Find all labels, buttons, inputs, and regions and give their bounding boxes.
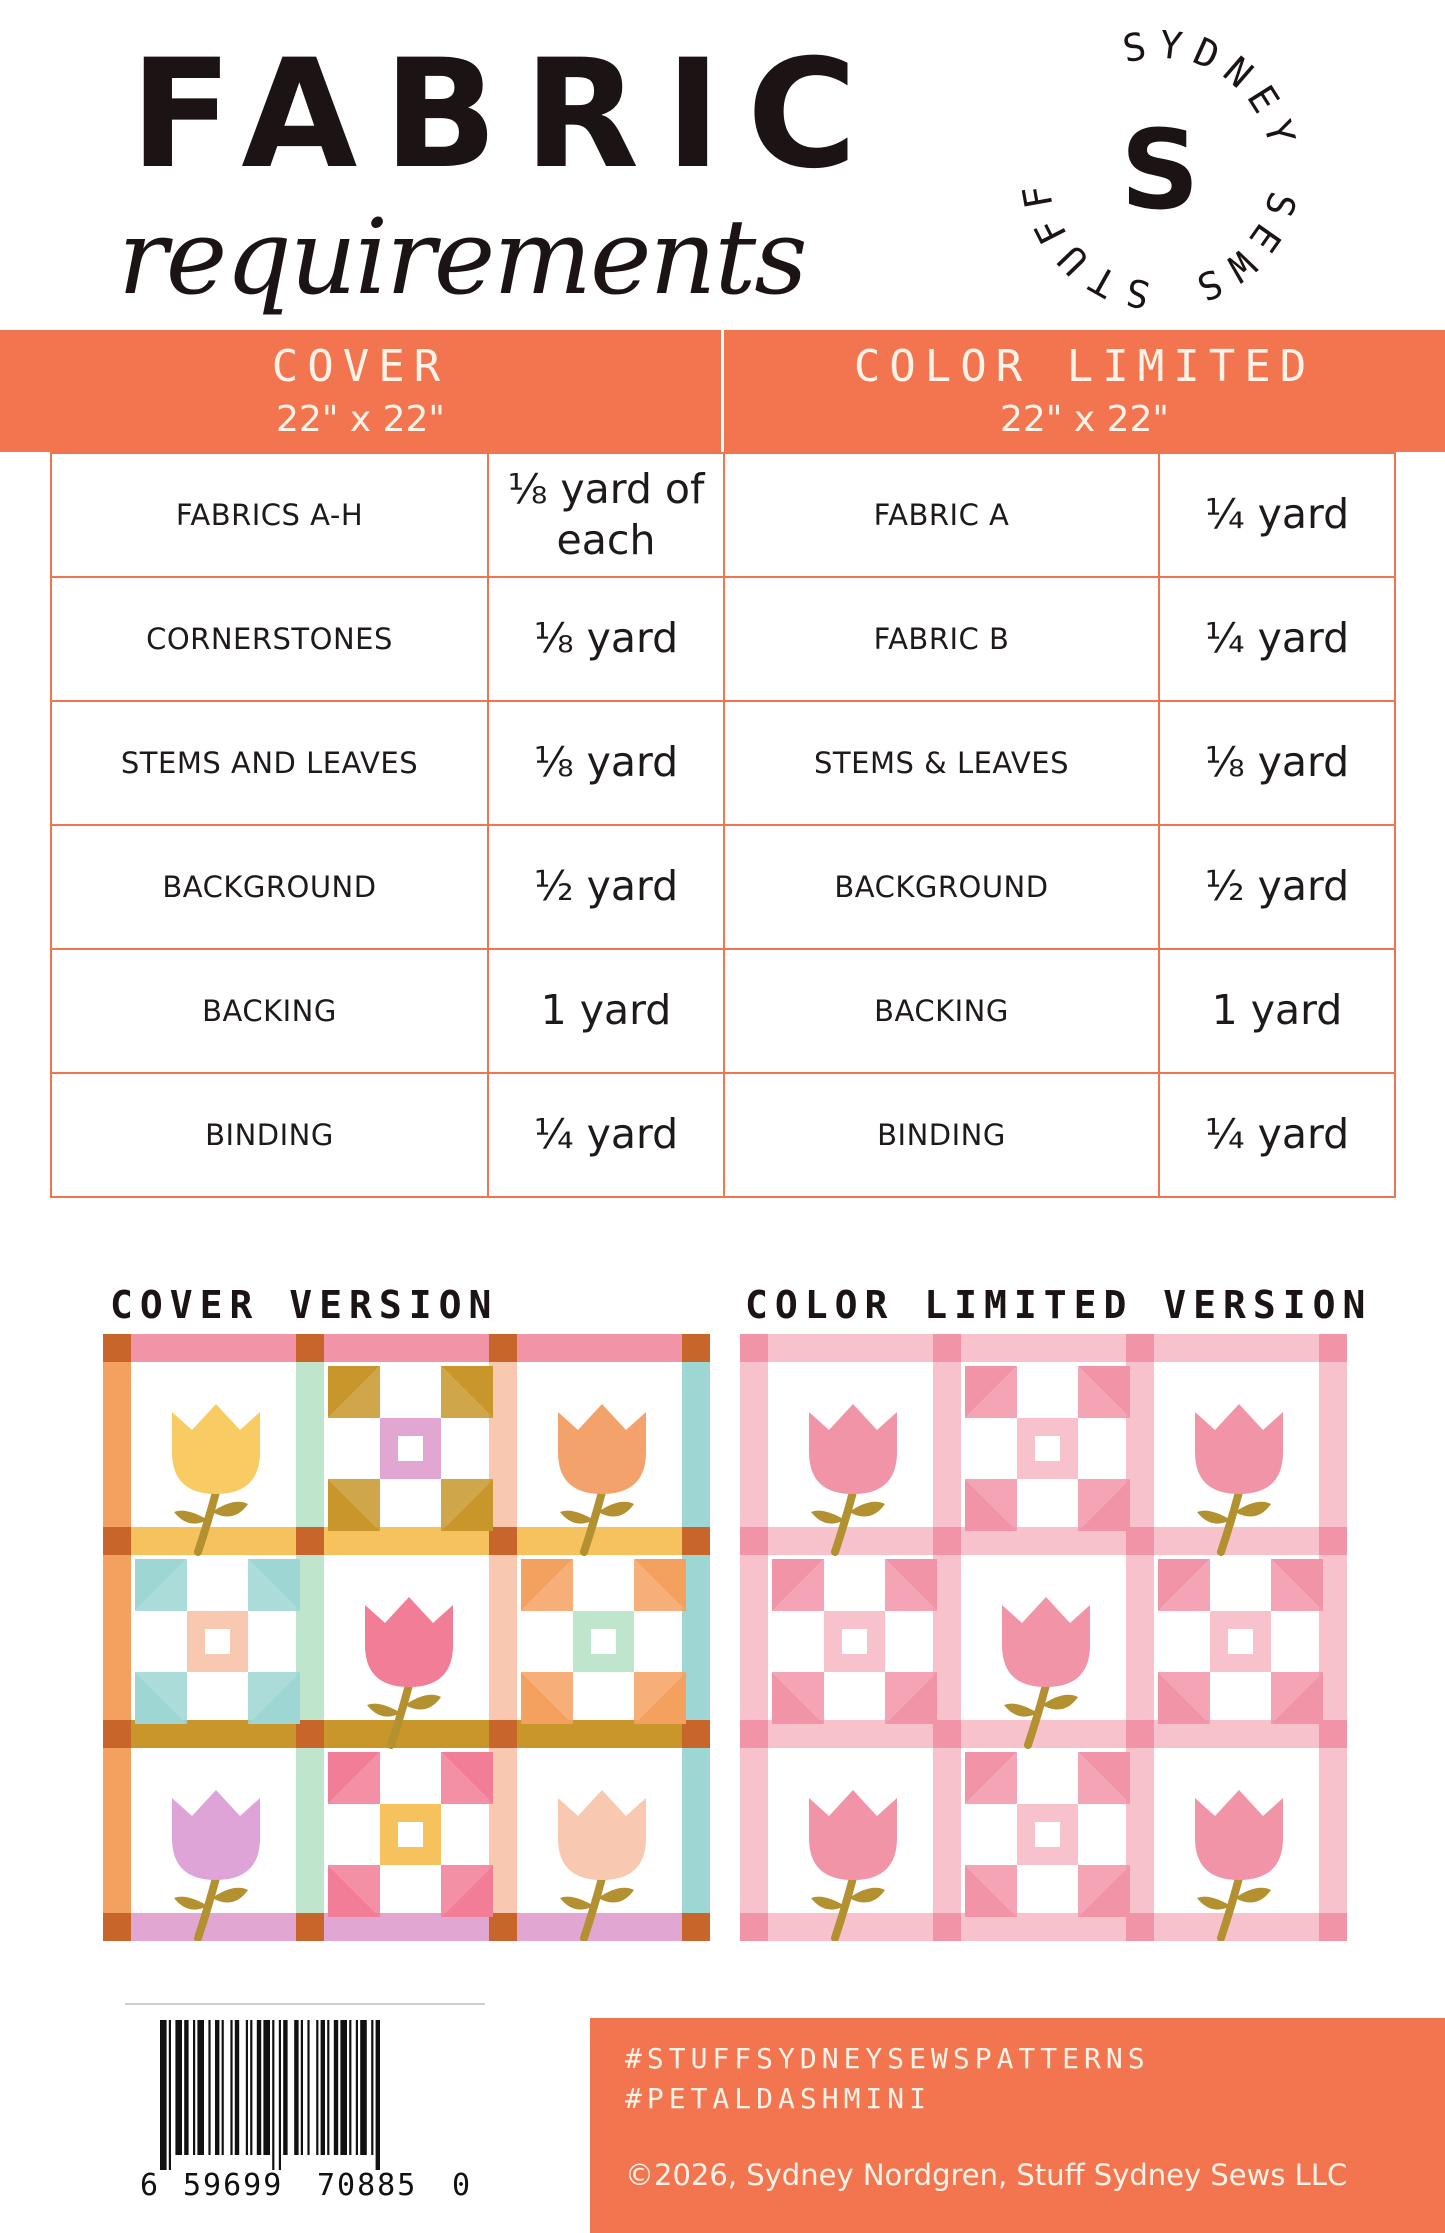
barcode-digit-lead: 6 — [140, 2168, 159, 2203]
cornerstone — [1319, 1913, 1347, 1941]
churn-bar — [616, 1611, 634, 1672]
barcode-bar — [327, 2020, 329, 2155]
cornerstone — [1319, 1334, 1347, 1362]
page-title: FABRIC — [130, 28, 884, 202]
limited-column-size: 22" x 22" — [1000, 399, 1169, 440]
churn-bar — [187, 1611, 205, 1672]
cornerstone — [489, 1334, 517, 1362]
fabric-amount — [488, 701, 724, 825]
cornerstone — [103, 1334, 131, 1362]
barcode-bar — [169, 2020, 171, 2170]
sashing-vertical — [1319, 1334, 1347, 1941]
churn-bar — [380, 1804, 398, 1865]
limited-version-label: COLOR LIMITED VERSION — [745, 1283, 1373, 1327]
barcode-bar — [197, 2020, 204, 2155]
cornerstone — [933, 1913, 961, 1941]
cornerstone — [1319, 1527, 1347, 1555]
cornerstone — [489, 1913, 517, 1941]
barcode-bar — [371, 2020, 373, 2155]
table-row — [51, 949, 1395, 1073]
table-row — [51, 453, 1395, 577]
cover-column-size: 22" x 22" — [276, 399, 445, 440]
barcode-bar — [360, 2020, 367, 2155]
cornerstone — [1319, 1720, 1347, 1748]
fabric-amount-line: each — [556, 516, 656, 564]
barcode-bar — [235, 2020, 239, 2155]
barcode-bar — [230, 2020, 232, 2155]
churn-bar — [1253, 1611, 1271, 1672]
cornerstone — [296, 1913, 324, 1941]
fabric-amount — [488, 949, 724, 1073]
fabric-amount-line: ½ yard — [533, 862, 679, 911]
fabric-amount-line: ½ yard — [1204, 862, 1350, 911]
color-limited-version-quilt — [740, 1334, 1347, 1941]
barcode-bar — [215, 2020, 219, 2155]
fabric-label: BINDING — [51, 1073, 488, 1197]
fabric-amount — [1159, 453, 1395, 577]
barcode-bar — [376, 2020, 380, 2170]
barcode-bar — [321, 2020, 325, 2155]
cornerstone — [1126, 1913, 1154, 1941]
fabric-label: FABRICS A-H — [51, 453, 488, 577]
fabric-amount — [1159, 577, 1395, 701]
barcode-bar — [184, 2020, 188, 2155]
sashing-horizontal — [740, 1913, 1347, 1941]
fabric-amount-line: 1 yard — [1211, 986, 1343, 1035]
barcode-digit-trail: 0 — [452, 2168, 471, 2203]
fabric-amount-line: ¼ yard — [1204, 614, 1350, 663]
fabric-label: BINDING — [724, 1073, 1159, 1197]
churn-bar — [423, 1804, 441, 1865]
fabric-amount — [488, 453, 724, 577]
fabric-amount-line: 1 yard — [540, 986, 672, 1035]
barcode-rule — [125, 2003, 485, 2005]
cornerstone — [1126, 1720, 1154, 1748]
table-row — [51, 577, 1395, 701]
fabric-amount-line: ⅛ yard — [533, 614, 679, 663]
barcode-bar — [307, 2020, 309, 2155]
barcode-digits-right: 70885 — [317, 2168, 418, 2203]
cornerstone — [103, 1527, 131, 1555]
barcode — [150, 2020, 480, 2190]
barcode-bar — [222, 2020, 224, 2155]
churn-bar — [1210, 1611, 1228, 1672]
cornerstone — [933, 1527, 961, 1555]
sashing-horizontal — [740, 1720, 1347, 1748]
cornerstone — [740, 1334, 768, 1362]
footer-hashtag-2[interactable]: #PETALDASHMINI — [625, 2082, 932, 2115]
cornerstone — [296, 1527, 324, 1555]
cornerstone — [1126, 1527, 1154, 1555]
table-row — [51, 825, 1395, 949]
fabric-label: BACKING — [724, 949, 1159, 1073]
sashing-vertical — [933, 1334, 961, 1941]
cornerstone — [682, 1334, 710, 1362]
churn-bar — [1017, 1804, 1035, 1865]
brand-logo — [1010, 30, 1310, 310]
barcode-bar — [175, 2020, 182, 2155]
barcode-bar — [272, 2020, 274, 2170]
fabric-requirements-table — [50, 452, 1396, 1198]
cornerstone — [489, 1527, 517, 1555]
fabric-amount-line: ⅛ yard — [533, 738, 679, 787]
fabric-label: BACKING — [51, 949, 488, 1073]
sashing-vertical — [103, 1334, 131, 1941]
barcode-bar — [316, 2020, 318, 2155]
barcode-bar — [250, 2020, 252, 2155]
churn-bar — [867, 1611, 885, 1672]
barcode-digits-left: 59699 — [183, 2168, 284, 2203]
cornerstone — [933, 1334, 961, 1362]
churn-bar — [380, 1418, 398, 1479]
sashing-horizontal — [103, 1334, 710, 1362]
fabric-amount-line: ⅛ yard — [1204, 738, 1350, 787]
fabric-amount-line: ¼ yard — [1204, 490, 1350, 539]
barcode-bar — [334, 2020, 338, 2155]
footer-copyright: ©2026, Sydney Nordgren, Stuff Sydney Sews LLC — [625, 2158, 1348, 2192]
fabric-label: FABRIC A — [724, 453, 1159, 577]
cover-column-title: COVER — [271, 341, 450, 392]
churn-bar — [573, 1611, 591, 1672]
churn-bar — [1060, 1418, 1078, 1479]
fabric-label: FABRIC B — [724, 577, 1159, 701]
cornerstone — [682, 1913, 710, 1941]
barcode-bar — [356, 2020, 358, 2155]
cornerstone — [682, 1527, 710, 1555]
limited-column-title: COLOR LIMITED — [853, 341, 1316, 392]
barcode-bar — [340, 2020, 347, 2155]
cornerstone — [740, 1913, 768, 1941]
fabric-label: STEMS & LEAVES — [724, 701, 1159, 825]
barcode-bar — [279, 2020, 281, 2170]
barcode-bar — [283, 2020, 287, 2155]
cornerstone — [740, 1527, 768, 1555]
fabric-label: BACKGROUND — [51, 825, 488, 949]
cornerstone — [740, 1720, 768, 1748]
barcode-bar — [193, 2020, 195, 2155]
fabric-amount — [488, 825, 724, 949]
barcode-bar — [301, 2020, 303, 2155]
cornerstone — [933, 1720, 961, 1748]
sashing-horizontal — [740, 1334, 1347, 1362]
cornerstone — [489, 1720, 517, 1748]
sashing-vertical — [682, 1334, 710, 1941]
cover-version-label: COVER VERSION — [110, 1283, 499, 1327]
fabric-amount-line: ⅛ yard of — [507, 464, 705, 513]
sashing-horizontal — [740, 1527, 1347, 1555]
cornerstone — [1126, 1334, 1154, 1362]
barcode-bar — [246, 2020, 248, 2155]
churn-bar — [230, 1611, 248, 1672]
sashing-horizontal — [103, 1527, 710, 1555]
sashing-vertical — [1126, 1334, 1154, 1941]
sashing-horizontal — [103, 1720, 710, 1748]
sashing-vertical — [489, 1334, 517, 1941]
barcode-bar — [208, 2020, 210, 2155]
cornerstone — [682, 1720, 710, 1748]
sashing-horizontal — [103, 1913, 710, 1941]
fabric-amount — [488, 1073, 724, 1197]
barcode-bar — [257, 2020, 261, 2155]
churn-bar — [1060, 1804, 1078, 1865]
page-subtitle: requirements — [118, 196, 806, 318]
fabric-amount-line: ¼ yard — [1204, 1110, 1350, 1159]
fabric-label: BACKGROUND — [724, 825, 1159, 949]
churn-bar — [1017, 1418, 1035, 1479]
table-row — [51, 1073, 1395, 1197]
sashing-vertical — [296, 1334, 324, 1941]
sashing-vertical — [740, 1334, 768, 1941]
table-row — [51, 701, 1395, 825]
cornerstone — [103, 1720, 131, 1748]
logo-monogram: S — [1120, 106, 1200, 234]
fabric-amount-line: ¼ yard — [533, 1110, 679, 1159]
fabric-amount — [488, 577, 724, 701]
cornerstone — [296, 1334, 324, 1362]
logo-ring-text: SYDNEY SEWS STUFF — [1012, 30, 1308, 310]
cover-version-quilt — [103, 1334, 710, 1941]
cornerstone — [103, 1913, 131, 1941]
fabric-label: CORNERSTONES — [51, 577, 488, 701]
fabric-amount — [1159, 949, 1395, 1073]
cornerstone — [296, 1720, 324, 1748]
barcode-bar — [349, 2020, 351, 2155]
fabric-amount — [1159, 825, 1395, 949]
barcode-bar — [160, 2020, 167, 2170]
churn-bar — [824, 1611, 842, 1672]
fabric-amount — [1159, 1073, 1395, 1197]
footer-hashtag-1[interactable]: #STUFFSYDNEYSEWSPATTERNS — [625, 2042, 1150, 2075]
barcode-bar — [263, 2020, 270, 2155]
fabric-amount — [1159, 701, 1395, 825]
churn-bar — [423, 1418, 441, 1479]
barcode-bar — [294, 2020, 298, 2155]
fabric-label: STEMS AND LEAVES — [51, 701, 488, 825]
